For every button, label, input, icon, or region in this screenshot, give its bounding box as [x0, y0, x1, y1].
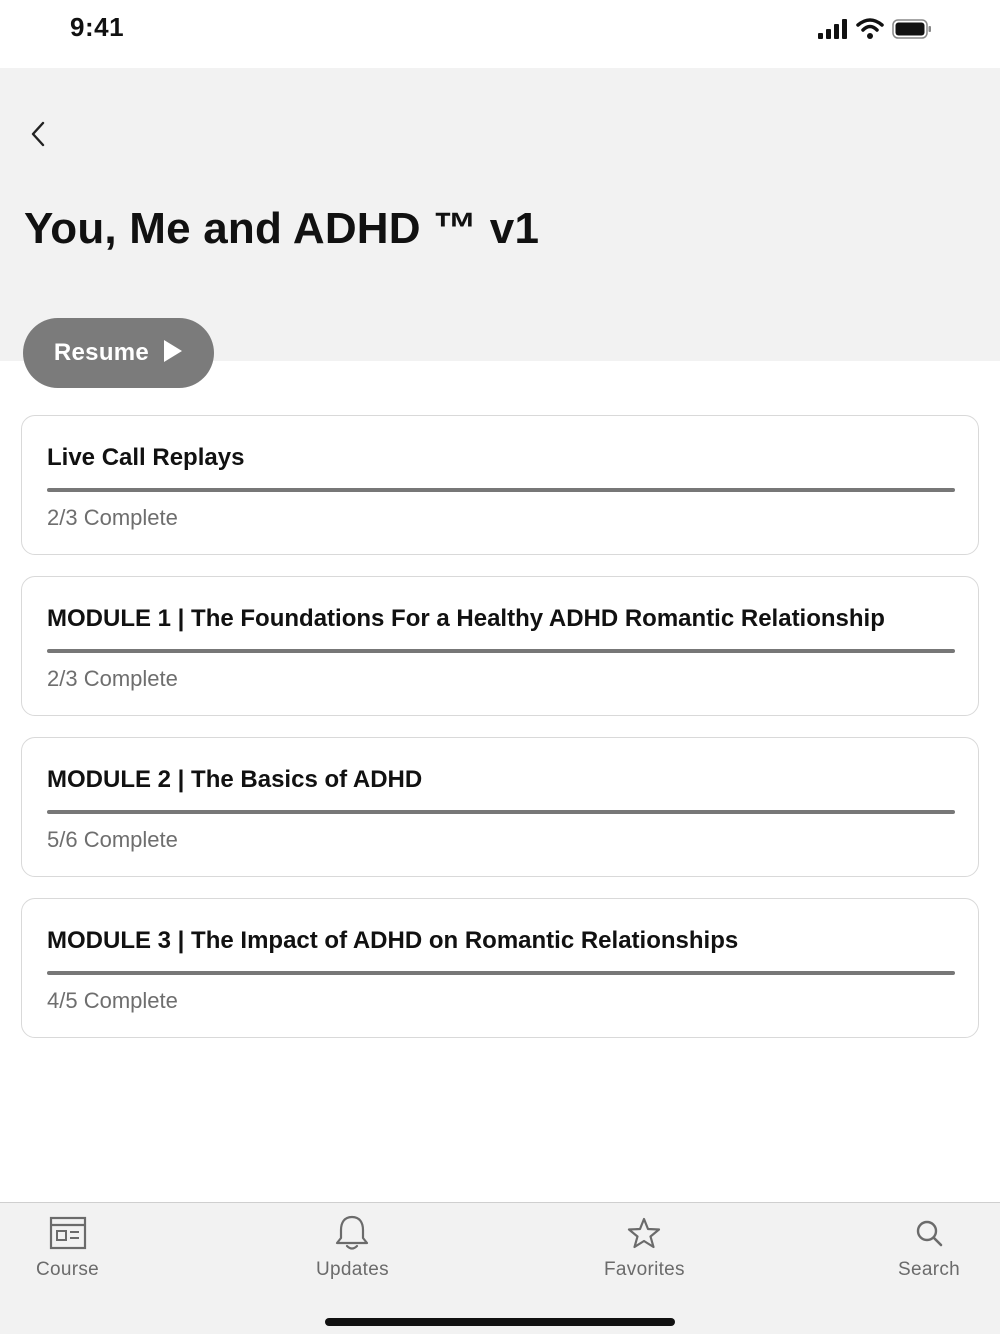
back-button[interactable]: [20, 118, 56, 154]
battery-icon: [892, 18, 932, 45]
tab-label: Search: [898, 1259, 961, 1280]
tab-updates[interactable]: [316, 1213, 389, 1281]
resume-button[interactable]: [23, 318, 214, 388]
chevron-left-icon: [29, 120, 47, 153]
status-time: 9:41: [70, 12, 125, 42]
module-title: MODULE 1 | The Foundations For a Healthy ADHD Romantic Relationship: [47, 605, 885, 632]
module-progress-fill: [47, 649, 955, 653]
tab-bar: [0, 1202, 1000, 1334]
module-progress-bar: [47, 971, 955, 975]
module-title: MODULE 2 | The Basics of ADHD: [47, 766, 423, 793]
cellular-signal-icon: [818, 18, 848, 45]
tab-label: Updates: [316, 1259, 389, 1280]
search-icon: [909, 1213, 949, 1253]
resume-button-label: Resume: [53, 339, 150, 366]
home-indicator: [325, 1318, 675, 1326]
course-icon: [48, 1213, 88, 1253]
wifi-icon: [856, 18, 884, 45]
module-status: 2/3 Complete: [47, 666, 178, 691]
module-title: MODULE 3 | The Impact of ADHD on Romantic Relationships: [47, 927, 739, 954]
module-progress-fill: [47, 971, 955, 975]
play-icon: [163, 339, 183, 368]
page-title: You, Me and ADHD ™ v1: [24, 204, 540, 253]
bell-icon: [332, 1213, 372, 1253]
module-card[interactable]: [21, 415, 979, 555]
module-status: 4/5 Complete: [47, 988, 178, 1013]
tab-label: Favorites: [604, 1259, 685, 1280]
module-list: [21, 415, 979, 1059]
status-icons: [818, 18, 932, 45]
module-progress-bar: [47, 488, 955, 492]
module-progress-bar: [47, 810, 955, 814]
tab-course[interactable]: [36, 1213, 99, 1281]
module-progress-bar: [47, 649, 955, 653]
module-progress-fill: [47, 810, 955, 814]
module-status: 2/3 Complete: [47, 505, 178, 530]
status-bar: [0, 0, 1000, 68]
tab-favorites[interactable]: [604, 1213, 685, 1281]
star-icon: [624, 1213, 664, 1253]
module-card[interactable]: [21, 576, 979, 716]
module-status: 5/6 Complete: [47, 827, 178, 852]
module-card[interactable]: [21, 737, 979, 877]
module-progress-fill: [47, 488, 955, 492]
tab-label: Course: [36, 1259, 100, 1280]
module-title: Live Call Replays: [47, 444, 245, 471]
tab-search[interactable]: [898, 1213, 960, 1281]
module-card[interactable]: [21, 898, 979, 1038]
